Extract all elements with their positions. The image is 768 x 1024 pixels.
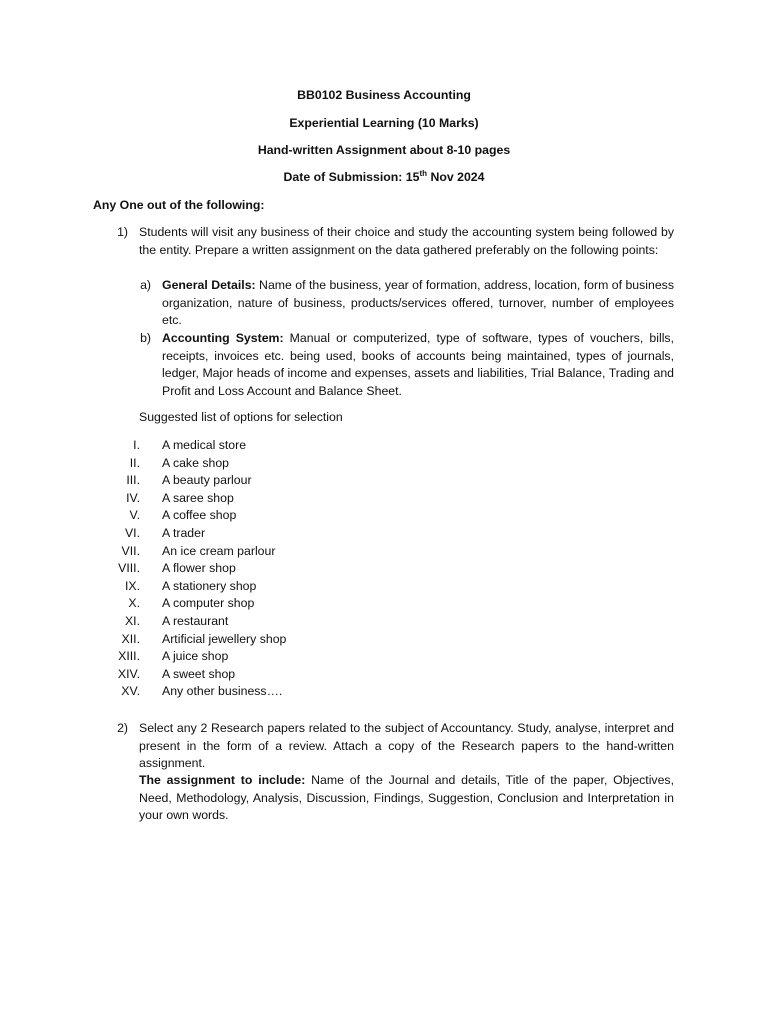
intro-heading: Any One out of the following: (93, 198, 265, 212)
option-number: II. (129, 455, 140, 470)
option-text: A beauty parlour (162, 473, 252, 488)
option-text: A restaurant (162, 614, 229, 628)
option-number: XII. (121, 631, 140, 646)
option-number: V. (129, 508, 140, 523)
option-text: Artificial jewellery shop (162, 631, 287, 646)
option-item (0, 507, 768, 525)
option-number: XIV. (117, 666, 140, 681)
item1-sub-a (162, 277, 674, 330)
option-text: A sweet shop (162, 666, 236, 681)
option-number: X. (128, 596, 140, 611)
submission-date-prefix: Date of Submission: 15 (283, 170, 420, 184)
item1-text: Students will visit any business of their choice and study the accounting system being followed by the entity. Prepare a written assignment on the data gathered preferably on the following points: (139, 225, 674, 257)
item1-sub-a-label: General Details: (162, 278, 256, 292)
option-item (0, 490, 768, 508)
option-text: An ice cream parlour (162, 543, 276, 558)
item1-sub-b (162, 330, 674, 401)
item1-sub-b-text: Manual or computerized, type of software, types of vouchers, bills, receipts, invoices etc. being used, books of accounts being maintained, types of journals, ledger, Major heads of income and expenses, assets and liabilities, Trial Balance, Trading and Profit and Loss Account and Balance Sheet. (162, 331, 674, 399)
option-item (0, 455, 768, 473)
item2-include (139, 772, 674, 825)
submission-date-suffix: Nov 2024 (427, 170, 485, 184)
item1-marker: 1) (117, 225, 128, 239)
option-text: A cake shop (162, 455, 229, 470)
option-number: III. (126, 473, 140, 488)
option-item (0, 613, 768, 631)
option-item (0, 595, 768, 613)
option-item (0, 648, 768, 666)
option-item (0, 543, 768, 561)
assignment-title: Hand-written Assignment about 8-10 pages (257, 143, 511, 157)
option-number: I. (133, 438, 140, 452)
option-item (0, 578, 768, 596)
option-number: VII. (121, 543, 140, 558)
option-text: A medical store (162, 438, 247, 452)
option-number: XIII. (118, 649, 140, 664)
item2-text: Select any 2 Research papers related to the subject of Accountancy. Study, analyse, interpret and present in the form of a review. Attach a copy of the Research papers to the hand-written assignment. (139, 721, 674, 771)
option-text: A juice shop (162, 649, 229, 664)
option-number: IX. (124, 578, 140, 593)
item1-sub-a-text: Name of the business, year of formation, address, location, form of business organization, nature of business, products/services offered, turnover, number of employees etc. (162, 278, 674, 328)
item2-include-label: The assignment to include: (139, 773, 306, 787)
option-text: A coffee shop (162, 508, 237, 523)
option-text: Any other business…. (162, 684, 283, 699)
course-title: BB0102 Business Accounting (297, 88, 471, 102)
option-item (0, 631, 768, 649)
option-number: VIII. (118, 561, 140, 576)
item1-sub-b-label: Accounting System: (162, 331, 284, 345)
option-text: A trader (162, 526, 206, 540)
option-text: A flower shop (162, 561, 236, 576)
options-heading: Suggested list of options for selection (139, 410, 343, 424)
component-title: Experiential Learning (10 Marks) (289, 116, 479, 130)
option-text: A saree shop (162, 490, 234, 505)
option-number: VI. (124, 526, 140, 540)
option-item (0, 437, 768, 455)
option-item (0, 472, 768, 490)
option-text: A stationery shop (162, 578, 257, 593)
option-item (0, 525, 768, 543)
option-number: IV. (126, 490, 140, 505)
option-text: A computer shop (162, 596, 255, 611)
option-item (0, 560, 768, 578)
option-item (0, 666, 768, 684)
option-number: XI. (124, 614, 140, 628)
item1-sub-b-marker: b) (140, 331, 151, 345)
item1-sub-a-marker: a) (140, 278, 151, 292)
option-item (0, 683, 768, 701)
submission-date-sup: th (419, 169, 428, 178)
item2-marker: 2) (117, 721, 128, 735)
option-number: XV. (121, 684, 140, 699)
submission-date (0, 169, 768, 187)
item2-include-text: Name of the Journal and details, Title of the paper, Objectives, Need, Methodology, Analysis, Discussion, Findings, Suggestion, Conclusion and Interpretation in your own words. (139, 773, 674, 823)
